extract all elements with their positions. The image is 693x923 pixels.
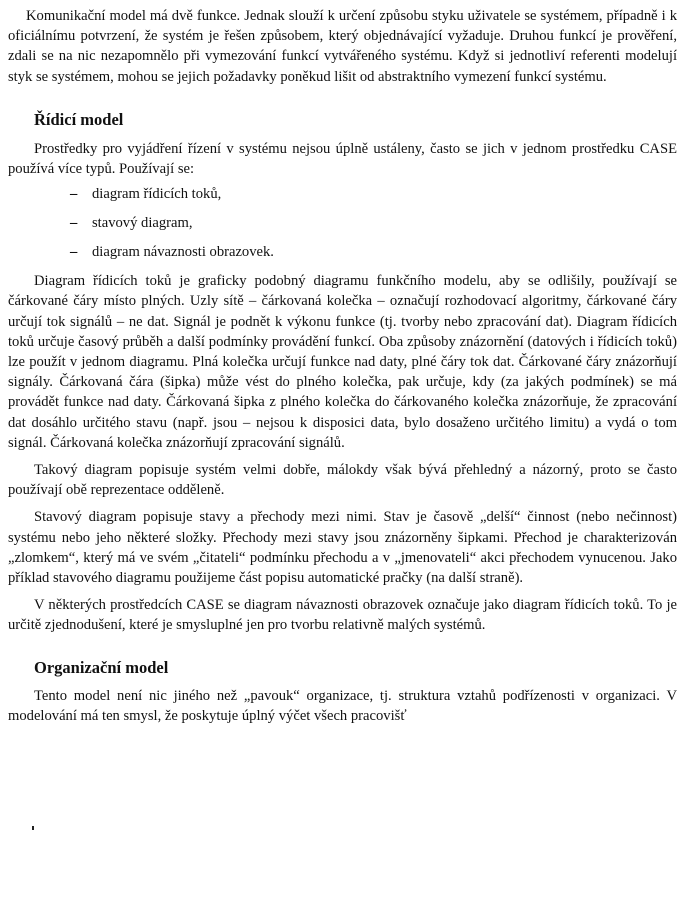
list-item: [8, 242, 677, 262]
paragraph-intro: Komunikační model má dvě funkce. Jednak slouží k určení způsobu styku uživatele se systémem, případně i k oficiálnímu potvrzení, že systém je řešen způsobem, který objednávající vyžaduje. Druhou funkcí je prověření, zdali se na nic nezapomnělo při vymezování funkcí vytvářeného systému. Když si jednotliví referenti modelují styk se systémem, mohou se jejich požadavky poněkud lišit od abstraktního vymezení funkcí systému.: [8, 8, 677, 85]
list-item-label: stavový diagram,: [92, 215, 193, 232]
list-item: [8, 213, 677, 233]
heading-ridici-model: Řídicí model: [34, 109, 124, 129]
paragraph-navaznosti: V některých prostředcích CASE se diagram návaznosti obrazovek označuje jako diagram řídicích toků. To je určitě zjednodušení, které je smysluplné jen pro tvorbu relativně malých systémů.: [8, 597, 677, 634]
list-dash: –: [70, 186, 78, 203]
list-item-label: diagram návaznosti obrazovek.: [92, 244, 274, 261]
paragraph-org-intro: Tento model není nic jiného než „pavouk“ organizace, tj. struktura vztahů podřízenosti v organizaci. V modelování má ten smysl, že poskytuje úplný výčet všech pracovišť: [8, 687, 677, 724]
heading-organizacni-model: Organizační model: [34, 657, 169, 677]
paragraph-ridici-intro: Prostředky pro vyjádření řízení v systému nejsou úplně ustáleny, často se jich v jednom prostředku CASE používá více typů. Používají se:: [8, 140, 677, 178]
list-item-label: diagram řídicích toků,: [92, 186, 222, 203]
list-dash: –: [70, 244, 78, 261]
list-item: [8, 184, 677, 204]
document-page: [8, 6, 677, 726]
paragraph-takovy-diagram: Takový diagram popisuje systém velmi dobře, málokdy však bývá přehledný a názorný, proto se často používají obě reprezentace odděleně.: [8, 462, 677, 499]
diagram-types-list: [8, 184, 677, 262]
paragraph-stavovy-diagram: Stavový diagram popisuje stavy a přechody mezi nimi. Stav je časově „delší“ činnost (nebo nečinnost) systému nebo jeho některé složky. Přechody mezi stavy jsou znázorněny šipkami. Přechod je charakterizován „zlomkem“, který má ve svém „čitateli“ podmínku přechodu a v „jmenovateli“ akci přechodem vynucenou. Jako příklad stavového diagramu použijeme část popisu automatické pračky (na další straně).: [8, 509, 677, 587]
scan-speck: [32, 826, 34, 830]
paragraph-diagram-ridicich-toku: Diagram řídicích toků je graficky podobný diagramu funkčního modelu, aby se odlišily, používají se čárkované čáry místo plných. Uzly sítě – čárkovaná kolečka – označují rozhodovací algoritmy, čárkované čáry určují tok signálů – ne dat. Signál je podnět k výkonu funkce (tj. tvorby nebo zpracování dat). Diagram řídicích toků určuje časový průběh a další podmínky provádění funkcí. Oba způsoby znázornění (datových i řídicích toků) lze použít v jednom diagramu. Plná kolečka určují funkce nad daty, plné čáry tok dat. Čárkované čáry znázorňují signály. Čárkovaná čára (šipka) může vést do plného kolečka, pak určuje, kdy (za jakých podmínek) se má provádět funkce nad daty. Čárkovaná šipka z plného kolečka do čárkovaného kolečka znázorňuje, že zpracování dat dosáhlo určitého stavu (např. jsou – nejsou k disposici data, bylo dosaženo určitého limitu) a vydá o tom signál. Čárkovaná kolečka znázorňují zpracování signálů.: [8, 273, 677, 451]
list-dash: –: [70, 215, 78, 232]
